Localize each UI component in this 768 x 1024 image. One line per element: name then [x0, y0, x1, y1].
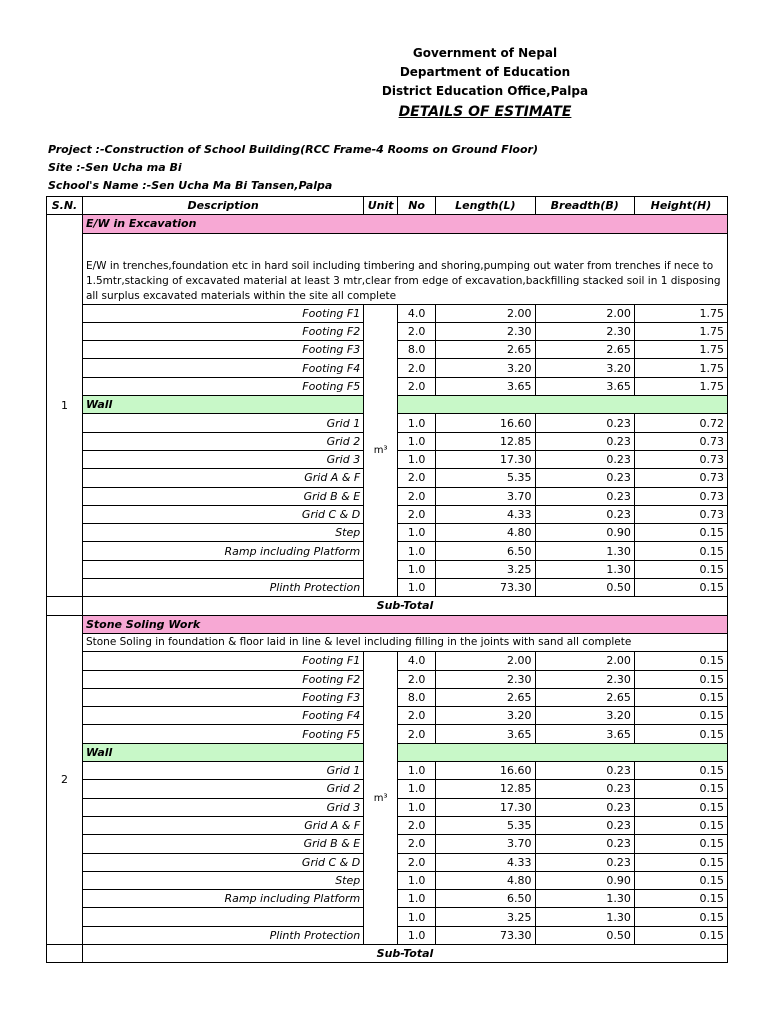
unit-cell: m³ — [364, 304, 398, 597]
header-office: District Education Office,Palpa — [381, 84, 589, 98]
item-label: Grid B & E — [82, 487, 363, 505]
section-title: Stone Soling Work — [82, 615, 727, 633]
item-label: Footing F3 — [82, 688, 363, 706]
subtotal-blank — [47, 944, 83, 962]
item-length: 73.30 — [436, 579, 535, 597]
item-label: Grid 3 — [82, 798, 363, 816]
item-height: 0.15 — [634, 853, 727, 871]
item-no: 2.0 — [398, 505, 436, 523]
item-length: 17.30 — [436, 798, 535, 816]
item-length: 3.70 — [436, 487, 535, 505]
column-header-description: Description — [82, 197, 363, 215]
header-government: Government of Nepal — [412, 46, 558, 60]
item-label — [82, 908, 363, 926]
item-breadth: 0.23 — [535, 487, 634, 505]
item-label: Footing F5 — [82, 377, 363, 395]
item-height: 0.15 — [634, 816, 727, 834]
item-no: 2.0 — [398, 377, 436, 395]
item-label: Footing F5 — [82, 725, 363, 743]
item-label: Step — [82, 524, 363, 542]
item-height: 0.15 — [634, 908, 727, 926]
item-length: 5.35 — [436, 469, 535, 487]
item-label: Footing F2 — [82, 322, 363, 340]
header-department: Department of Education — [399, 65, 571, 79]
subtotal-label: Sub-Total — [82, 944, 727, 962]
item-height: 0.73 — [634, 469, 727, 487]
item-breadth: 2.00 — [535, 652, 634, 670]
item-breadth: 0.23 — [535, 450, 634, 468]
item-breadth: 0.23 — [535, 432, 634, 450]
section-spec-row — [47, 233, 728, 304]
item-no: 1.0 — [398, 560, 436, 578]
item-length: 3.25 — [436, 908, 535, 926]
subtotal-row — [47, 944, 728, 962]
wall-subheading: Wall — [82, 396, 363, 414]
item-breadth: 3.20 — [535, 707, 634, 725]
item-breadth: 3.65 — [535, 725, 634, 743]
item-breadth: 3.65 — [535, 377, 634, 395]
item-label: Grid 1 — [82, 414, 363, 432]
column-header-no: No — [398, 197, 436, 215]
item-length: 6.50 — [436, 542, 535, 560]
wall-fill-cell — [398, 396, 728, 414]
item-height: 0.15 — [634, 798, 727, 816]
section-spec-row — [47, 633, 728, 651]
item-length: 3.65 — [436, 377, 535, 395]
item-height: 0.73 — [634, 487, 727, 505]
site-line: Site :-Sen Ucha ma Bi — [48, 161, 182, 174]
item-no: 2.0 — [398, 835, 436, 853]
item-label: Ramp including Platform — [82, 890, 363, 908]
item-length: 17.30 — [436, 450, 535, 468]
table-body — [47, 215, 728, 963]
item-breadth: 0.50 — [535, 926, 634, 944]
item-length: 4.80 — [436, 871, 535, 889]
item-no: 1.0 — [398, 871, 436, 889]
subtotal-row — [47, 597, 728, 615]
item-length: 5.35 — [436, 816, 535, 834]
item-label — [82, 560, 363, 578]
item-no: 4.0 — [398, 652, 436, 670]
item-label: Grid 1 — [82, 762, 363, 780]
item-height: 0.15 — [634, 762, 727, 780]
item-height: 0.15 — [634, 871, 727, 889]
school-line: School's Name :-Sen Ucha Ma Bi Tansen,Palpa — [48, 179, 333, 192]
item-breadth: 1.30 — [535, 542, 634, 560]
item-length: 3.20 — [436, 707, 535, 725]
item-label: Plinth Protection — [82, 926, 363, 944]
item-no: 1.0 — [398, 432, 436, 450]
item-length: 12.85 — [436, 780, 535, 798]
item-length: 3.65 — [436, 725, 535, 743]
item-no: 2.0 — [398, 725, 436, 743]
item-no: 2.0 — [398, 816, 436, 834]
item-height: 0.15 — [634, 524, 727, 542]
item-height: 0.15 — [634, 579, 727, 597]
item-no: 8.0 — [398, 688, 436, 706]
item-label: Grid 3 — [82, 450, 363, 468]
item-breadth: 0.90 — [535, 524, 634, 542]
item-label: Footing F3 — [82, 341, 363, 359]
section-title-row — [47, 615, 728, 633]
item-no: 1.0 — [398, 579, 436, 597]
item-breadth: 0.23 — [535, 762, 634, 780]
item-label: Grid 2 — [82, 780, 363, 798]
section-title: E/W in Excavation — [82, 215, 727, 233]
item-height: 0.15 — [634, 560, 727, 578]
column-header-length: Length(L) — [436, 197, 535, 215]
item-height: 0.15 — [634, 688, 727, 706]
item-height: 0.15 — [634, 542, 727, 560]
section-specification: Stone Soling in foundation & floor laid in line & level including filling in the joints with sand all complete — [82, 633, 727, 651]
item-height: 0.73 — [634, 432, 727, 450]
item-no: 1.0 — [398, 542, 436, 560]
item-breadth: 0.90 — [535, 871, 634, 889]
item-breadth: 2.65 — [535, 688, 634, 706]
item-height: 0.15 — [634, 926, 727, 944]
item-length: 4.33 — [436, 853, 535, 871]
item-breadth: 0.23 — [535, 505, 634, 523]
item-length: 3.25 — [436, 560, 535, 578]
item-height: 0.15 — [634, 890, 727, 908]
table-row — [47, 304, 728, 322]
item-no: 1.0 — [398, 780, 436, 798]
item-length: 2.00 — [436, 304, 535, 322]
item-height: 1.75 — [634, 359, 727, 377]
item-no: 2.0 — [398, 487, 436, 505]
column-header-height: Height(H) — [634, 197, 727, 215]
item-height: 0.15 — [634, 670, 727, 688]
subtotal-label: Sub-Total — [82, 597, 727, 615]
project-line: Project :-Construction of School Building(RCC Frame-4 Rooms on Ground Floor) — [48, 143, 538, 156]
item-label: Step — [82, 871, 363, 889]
item-length: 16.60 — [436, 414, 535, 432]
item-no: 2.0 — [398, 670, 436, 688]
item-breadth: 1.30 — [535, 560, 634, 578]
item-height: 1.75 — [634, 322, 727, 340]
item-breadth: 2.30 — [535, 322, 634, 340]
table-header-row — [47, 197, 728, 215]
item-no: 2.0 — [398, 359, 436, 377]
item-label: Footing F4 — [82, 359, 363, 377]
wall-fill-cell — [398, 743, 728, 761]
estimate-table — [46, 196, 728, 963]
item-label: Footing F1 — [82, 652, 363, 670]
column-header-breadth: Breadth(B) — [535, 197, 634, 215]
table-row — [47, 652, 728, 670]
item-breadth: 0.23 — [535, 780, 634, 798]
item-length: 4.80 — [436, 524, 535, 542]
item-no: 2.0 — [398, 853, 436, 871]
item-height: 0.15 — [634, 780, 727, 798]
item-length: 2.65 — [436, 341, 535, 359]
item-length: 2.30 — [436, 670, 535, 688]
item-length: 2.65 — [436, 688, 535, 706]
unit-cell: m³ — [364, 652, 398, 945]
column-header-sn: S.N. — [47, 197, 83, 215]
item-label: Grid A & F — [82, 469, 363, 487]
item-no: 1.0 — [398, 414, 436, 432]
item-height: 0.73 — [634, 450, 727, 468]
document-title: DETAILS OF ESTIMATE — [398, 104, 572, 120]
item-no: 1.0 — [398, 798, 436, 816]
item-length: 3.20 — [436, 359, 535, 377]
item-no: 8.0 — [398, 341, 436, 359]
item-height: 0.15 — [634, 707, 727, 725]
item-breadth: 0.50 — [535, 579, 634, 597]
item-label: Footing F2 — [82, 670, 363, 688]
section-number: 1 — [47, 215, 83, 597]
item-breadth: 2.30 — [535, 670, 634, 688]
item-no: 1.0 — [398, 908, 436, 926]
item-height: 1.75 — [634, 377, 727, 395]
item-height: 0.72 — [634, 414, 727, 432]
section-number: 2 — [47, 615, 83, 944]
item-no: 1.0 — [398, 890, 436, 908]
item-length: 73.30 — [436, 926, 535, 944]
item-length: 2.30 — [436, 322, 535, 340]
item-breadth: 0.23 — [535, 816, 634, 834]
section-specification: E/W in trenches,foundation etc in hard soil including timbering and shoring,pumping out water from trenches if nece to 1.5mtr,stacking of excavated material at least 3 mtr,clear from edge of excavation,backfilling stacked soil in 1 disposing all surplus excavated materials within the site all complete — [82, 233, 727, 304]
item-length: 12.85 — [436, 432, 535, 450]
item-breadth: 1.30 — [535, 890, 634, 908]
item-length: 3.70 — [436, 835, 535, 853]
item-no: 2.0 — [398, 707, 436, 725]
subtotal-blank — [47, 597, 83, 615]
item-length: 16.60 — [436, 762, 535, 780]
wall-subheading: Wall — [82, 743, 363, 761]
item-length: 4.33 — [436, 505, 535, 523]
item-label: Plinth Protection — [82, 579, 363, 597]
item-breadth: 0.23 — [535, 835, 634, 853]
item-label: Footing F1 — [82, 304, 363, 322]
item-label: Grid C & D — [82, 853, 363, 871]
item-breadth: 0.23 — [535, 798, 634, 816]
item-breadth: 2.00 — [535, 304, 634, 322]
item-no: 1.0 — [398, 926, 436, 944]
item-label: Ramp including Platform — [82, 542, 363, 560]
item-height: 0.15 — [634, 652, 727, 670]
item-height: 1.75 — [634, 304, 727, 322]
item-label: Grid 2 — [82, 432, 363, 450]
column-header-unit: Unit — [364, 197, 398, 215]
item-breadth: 0.23 — [535, 414, 634, 432]
item-length: 2.00 — [436, 652, 535, 670]
item-label: Grid B & E — [82, 835, 363, 853]
item-breadth: 0.23 — [535, 853, 634, 871]
item-no: 4.0 — [398, 304, 436, 322]
item-no: 2.0 — [398, 322, 436, 340]
item-height: 0.15 — [634, 725, 727, 743]
item-height: 1.75 — [634, 341, 727, 359]
item-no: 1.0 — [398, 524, 436, 542]
item-breadth: 3.20 — [535, 359, 634, 377]
item-height: 0.73 — [634, 505, 727, 523]
item-height: 0.15 — [634, 835, 727, 853]
item-no: 2.0 — [398, 469, 436, 487]
item-breadth: 1.30 — [535, 908, 634, 926]
item-label: Footing F4 — [82, 707, 363, 725]
item-no: 1.0 — [398, 762, 436, 780]
item-breadth: 0.23 — [535, 469, 634, 487]
item-breadth: 2.65 — [535, 341, 634, 359]
item-label: Grid C & D — [82, 505, 363, 523]
item-length: 6.50 — [436, 890, 535, 908]
item-no: 1.0 — [398, 450, 436, 468]
section-title-row — [47, 215, 728, 233]
item-label: Grid A & F — [82, 816, 363, 834]
